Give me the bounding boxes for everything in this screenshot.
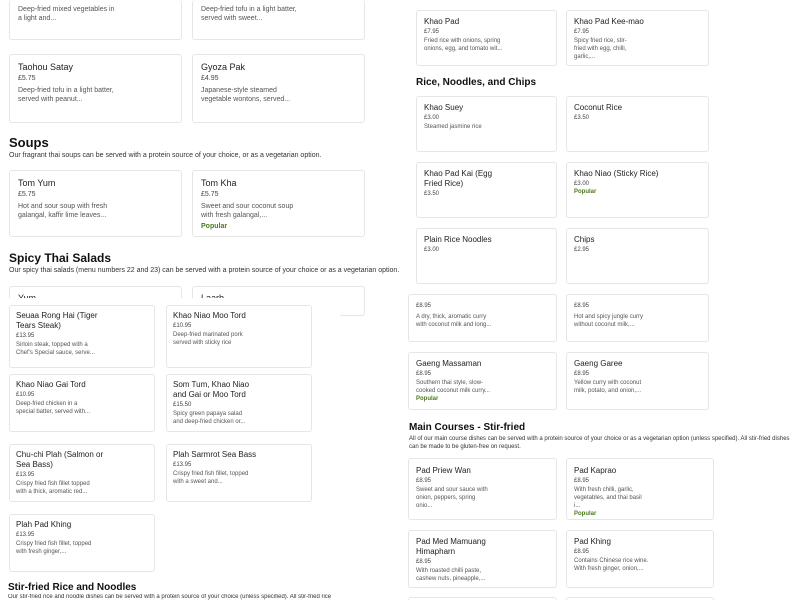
menu-item-price: £8.95: [416, 303, 432, 309]
menu-item-name: Khao Niao Gai Tord: [16, 380, 86, 389]
menu-item-price: £4.95: [201, 75, 219, 82]
menu-item-price: £7.95: [424, 29, 440, 35]
menu-item-name: Tom Kha: [201, 178, 237, 188]
menu-item-card[interactable]: [9, 54, 182, 123]
menu-item-name: Pad Priew Wan: [416, 466, 471, 475]
menu-item-card[interactable]: [9, 0, 182, 40]
menu-item-price: £13.95: [16, 532, 35, 538]
stirfried-section-subtitle: Our stir-fried rice and noodle dishes can be served with a protein source of your choice (unless specified). All stir-fried rice: [8, 594, 332, 600]
menu-item-card[interactable]: [192, 0, 365, 40]
menu-item-price: £15.50: [173, 402, 192, 408]
menu-item-card[interactable]: [9, 170, 182, 237]
menu-item-desc: Spicy fried rice, stir-fried with egg, chilli, garlic,...: [574, 38, 627, 60]
menu-item-price: £3.50: [574, 115, 590, 121]
menu-item-card[interactable]: [416, 96, 557, 152]
menu-item-price: £8.95: [416, 478, 432, 484]
menu-item-price: £5.75: [18, 191, 36, 198]
menu-item-card[interactable]: [408, 294, 557, 342]
menu-item-desc: Sirloin steak, topped with a Chef's Special sauce, serve...: [16, 342, 95, 356]
menu-item-desc: Southern thai style, slow-cooked coconut milk curry...: [416, 380, 490, 394]
rice-section-title: Rice, Noodles, and Chips: [416, 77, 537, 88]
menu-item-name: Gaeng Garee: [574, 359, 623, 368]
menu-item-desc: Spicy green papaya salad and deep-fried chicken or...: [173, 411, 246, 425]
menu-item-card[interactable]: [408, 352, 557, 410]
menu-item-name: Taohou Satay: [18, 62, 74, 72]
menu-item-price: £3.00: [424, 115, 440, 121]
menu-item-price: £8.95: [574, 303, 590, 309]
menu-item-price: £8.95: [574, 478, 590, 484]
menu-item-card[interactable]: [416, 162, 557, 218]
menu-item-card[interactable]: [166, 374, 312, 432]
menu-item-card[interactable]: [566, 96, 709, 152]
menu-item-card[interactable]: [566, 458, 714, 520]
salads-section-title: Spicy Thai Salads: [9, 251, 112, 265]
menu-item-price: £5.75: [201, 191, 219, 198]
menu-item-name: Plain Rice Noodles: [424, 235, 492, 244]
stirfried-section-title: Stir-fried Rice and Noodles: [8, 582, 137, 593]
menu-item-name: Chips: [574, 235, 595, 244]
menu-item-price: £5.75: [18, 75, 36, 82]
popular-badge: Popular: [574, 189, 597, 195]
menu-item-card[interactable]: [566, 294, 709, 342]
menu-item-card[interactable]: [408, 458, 557, 520]
menu-item-name: Chu-chi Plah (Salmon or Sea Bass): [16, 450, 104, 469]
menu-item-price: £13.95: [16, 472, 35, 478]
menu-item-desc: Deep-fried chicken in a special batter, served with...: [16, 401, 91, 415]
menu-item-name: Coconut Rice: [574, 103, 623, 112]
menu-item-desc: Yellow curry with coconut milk, potato, and onion,...: [574, 380, 642, 394]
menu-item-desc: Deep-fried tofu in a light batter, served with sweet...: [201, 6, 297, 22]
menu-item-desc: Sweet and sour coconut soup with fresh galangal,...: [201, 203, 294, 219]
menu-item-name: Pad Khing: [574, 537, 611, 546]
menu-item-price: £3.00: [574, 181, 590, 187]
menu-item-desc: Deep-fried mixed vegetables in a light and...: [18, 6, 115, 22]
menu-item-desc: Deep-fried marinated pork served with sticky rice: [173, 332, 243, 346]
menu-item-price: £7.95: [574, 29, 590, 35]
menu-item-card[interactable]: [566, 352, 709, 410]
menu-item-desc: Hot and spicy jungle curry without coconut milk,...: [574, 314, 644, 328]
menu-item-card[interactable]: [9, 444, 155, 502]
popular-badge: Popular: [201, 223, 228, 230]
menu-item-card[interactable]: [566, 228, 709, 284]
menu-item-price: £8.95: [416, 559, 432, 565]
menu-item-desc: A dry, thick, aromatic curry with coconut milk and long...: [416, 314, 492, 328]
menu-item-name: Khao Pad Kai (Egg Fried Rice): [424, 169, 493, 188]
menu-item-desc: Contains Chinese rice wine. With fresh ginger, onion,...: [574, 558, 649, 572]
menu-item-desc: Crispy fried fish fillet, topped with a sweet and...: [173, 471, 249, 485]
menu-item-desc: Crispy fried fish fillet topped with a thick, aromatic red...: [16, 481, 90, 495]
menu-item-card[interactable]: [416, 10, 557, 66]
menu-item-card[interactable]: [166, 305, 312, 368]
soups-section-title: Soups: [9, 135, 49, 150]
soups-section-subtitle: Our fragrant thai soups can be served with a protein source of your choice, or as a vegetarian option.: [9, 152, 322, 159]
menu-item-desc: With roasted chilli paste, cashew nuts, pineapple,...: [416, 568, 486, 582]
popular-badge: Popular: [416, 396, 439, 402]
menu-item-name: Seuaa Rong Hai (Tiger Tears Steak): [16, 311, 98, 330]
menu-item-price: £3.50: [424, 191, 440, 197]
main-section-subtitle: All of our main course dishes can be served with a protein source of your choice or as a vegetarian option (unless specified). All stir-fried dishes can be made to be gluten-free on request.: [409, 436, 790, 450]
menu-item-name: Khao Suey: [424, 103, 464, 112]
menu-item-price: £13.95: [16, 333, 35, 339]
menu-item-name: Pad Med Mamuang Himapharn: [416, 537, 486, 556]
menu-item-desc: Japanese-style steamed vegetable wontons, served...: [201, 87, 291, 103]
popular-badge: Popular: [574, 511, 597, 517]
menu-item-name: Som Tum, Khao Niao and Gai or Moo Tord: [173, 380, 250, 399]
menu-item-name: Khao Niao (Sticky Rice): [574, 169, 659, 178]
menu-item-card[interactable]: [166, 444, 312, 502]
menu-item-name: Khao Niao Moo Tord: [173, 311, 246, 320]
menu-item-price: £2.95: [574, 247, 590, 253]
menu-item-name: Plah Pad Khing: [16, 520, 72, 529]
menu-item-desc: Crispy fried fish fillet, topped with fresh ginger,...: [16, 541, 92, 555]
menu-item-price: £10.95: [16, 392, 35, 398]
menu-item-price: £8.95: [574, 549, 590, 555]
menu-item-name: Gaeng Massaman: [416, 359, 482, 368]
menu-item-desc: With fresh chilli, garlic, vegetables, and thai basil i...: [574, 487, 642, 509]
menu-item-card[interactable]: [416, 228, 557, 284]
menu-item-card[interactable]: [9, 514, 155, 572]
menu-item-name: Gyoza Pak: [201, 62, 246, 72]
menu-item-desc: Deep-fried tofu in a light batter, served with peanut...: [18, 87, 114, 103]
menu-item-desc: Hot and sour soup with fresh galangal, kaffir lime leaves...: [18, 203, 108, 219]
menu-item-price: £8.95: [574, 371, 590, 377]
menu-item-card[interactable]: [9, 305, 155, 368]
main-section-title: Main Courses - Stir-fried: [409, 422, 526, 433]
menu-item-card[interactable]: [408, 530, 557, 588]
menu-item-name: Pad Kaprao: [574, 466, 617, 475]
menu-item-price: £10.95: [173, 323, 192, 329]
menu-item-name: Khao Pad Kee-mao: [574, 17, 644, 26]
menu-item-price: £3.00: [424, 247, 440, 253]
menu-item-card[interactable]: [566, 162, 709, 218]
menu-item-name: Tom Yum: [18, 178, 56, 188]
menu-item-card[interactable]: [9, 374, 155, 432]
menu-item-desc: Steamed jasmine rice: [424, 124, 482, 130]
menu-item-card[interactable]: [566, 530, 714, 588]
menu-item-name: Khao Pad: [424, 17, 460, 26]
menu-item-price: £8.95: [416, 371, 432, 377]
menu-item-desc: Fried rice with onions, spring onions, egg, and tomato wit...: [424, 38, 503, 52]
salads-section-subtitle: Our spicy thai salads (menu numbers 22 and 23) can be served with a protein source of your choice or as a vegetarian option.: [9, 267, 400, 274]
menu-item-name: Plah Sarmrot Sea Bass: [173, 450, 257, 459]
menu-item-price: £13.95: [173, 462, 192, 468]
menu-item-card[interactable]: [192, 54, 365, 123]
menu-item-desc: Sweet and sour sauce with onion, peppers, spring onio...: [416, 487, 488, 509]
menu-item-card[interactable]: [566, 10, 709, 66]
menu-item-card[interactable]: [192, 170, 365, 237]
